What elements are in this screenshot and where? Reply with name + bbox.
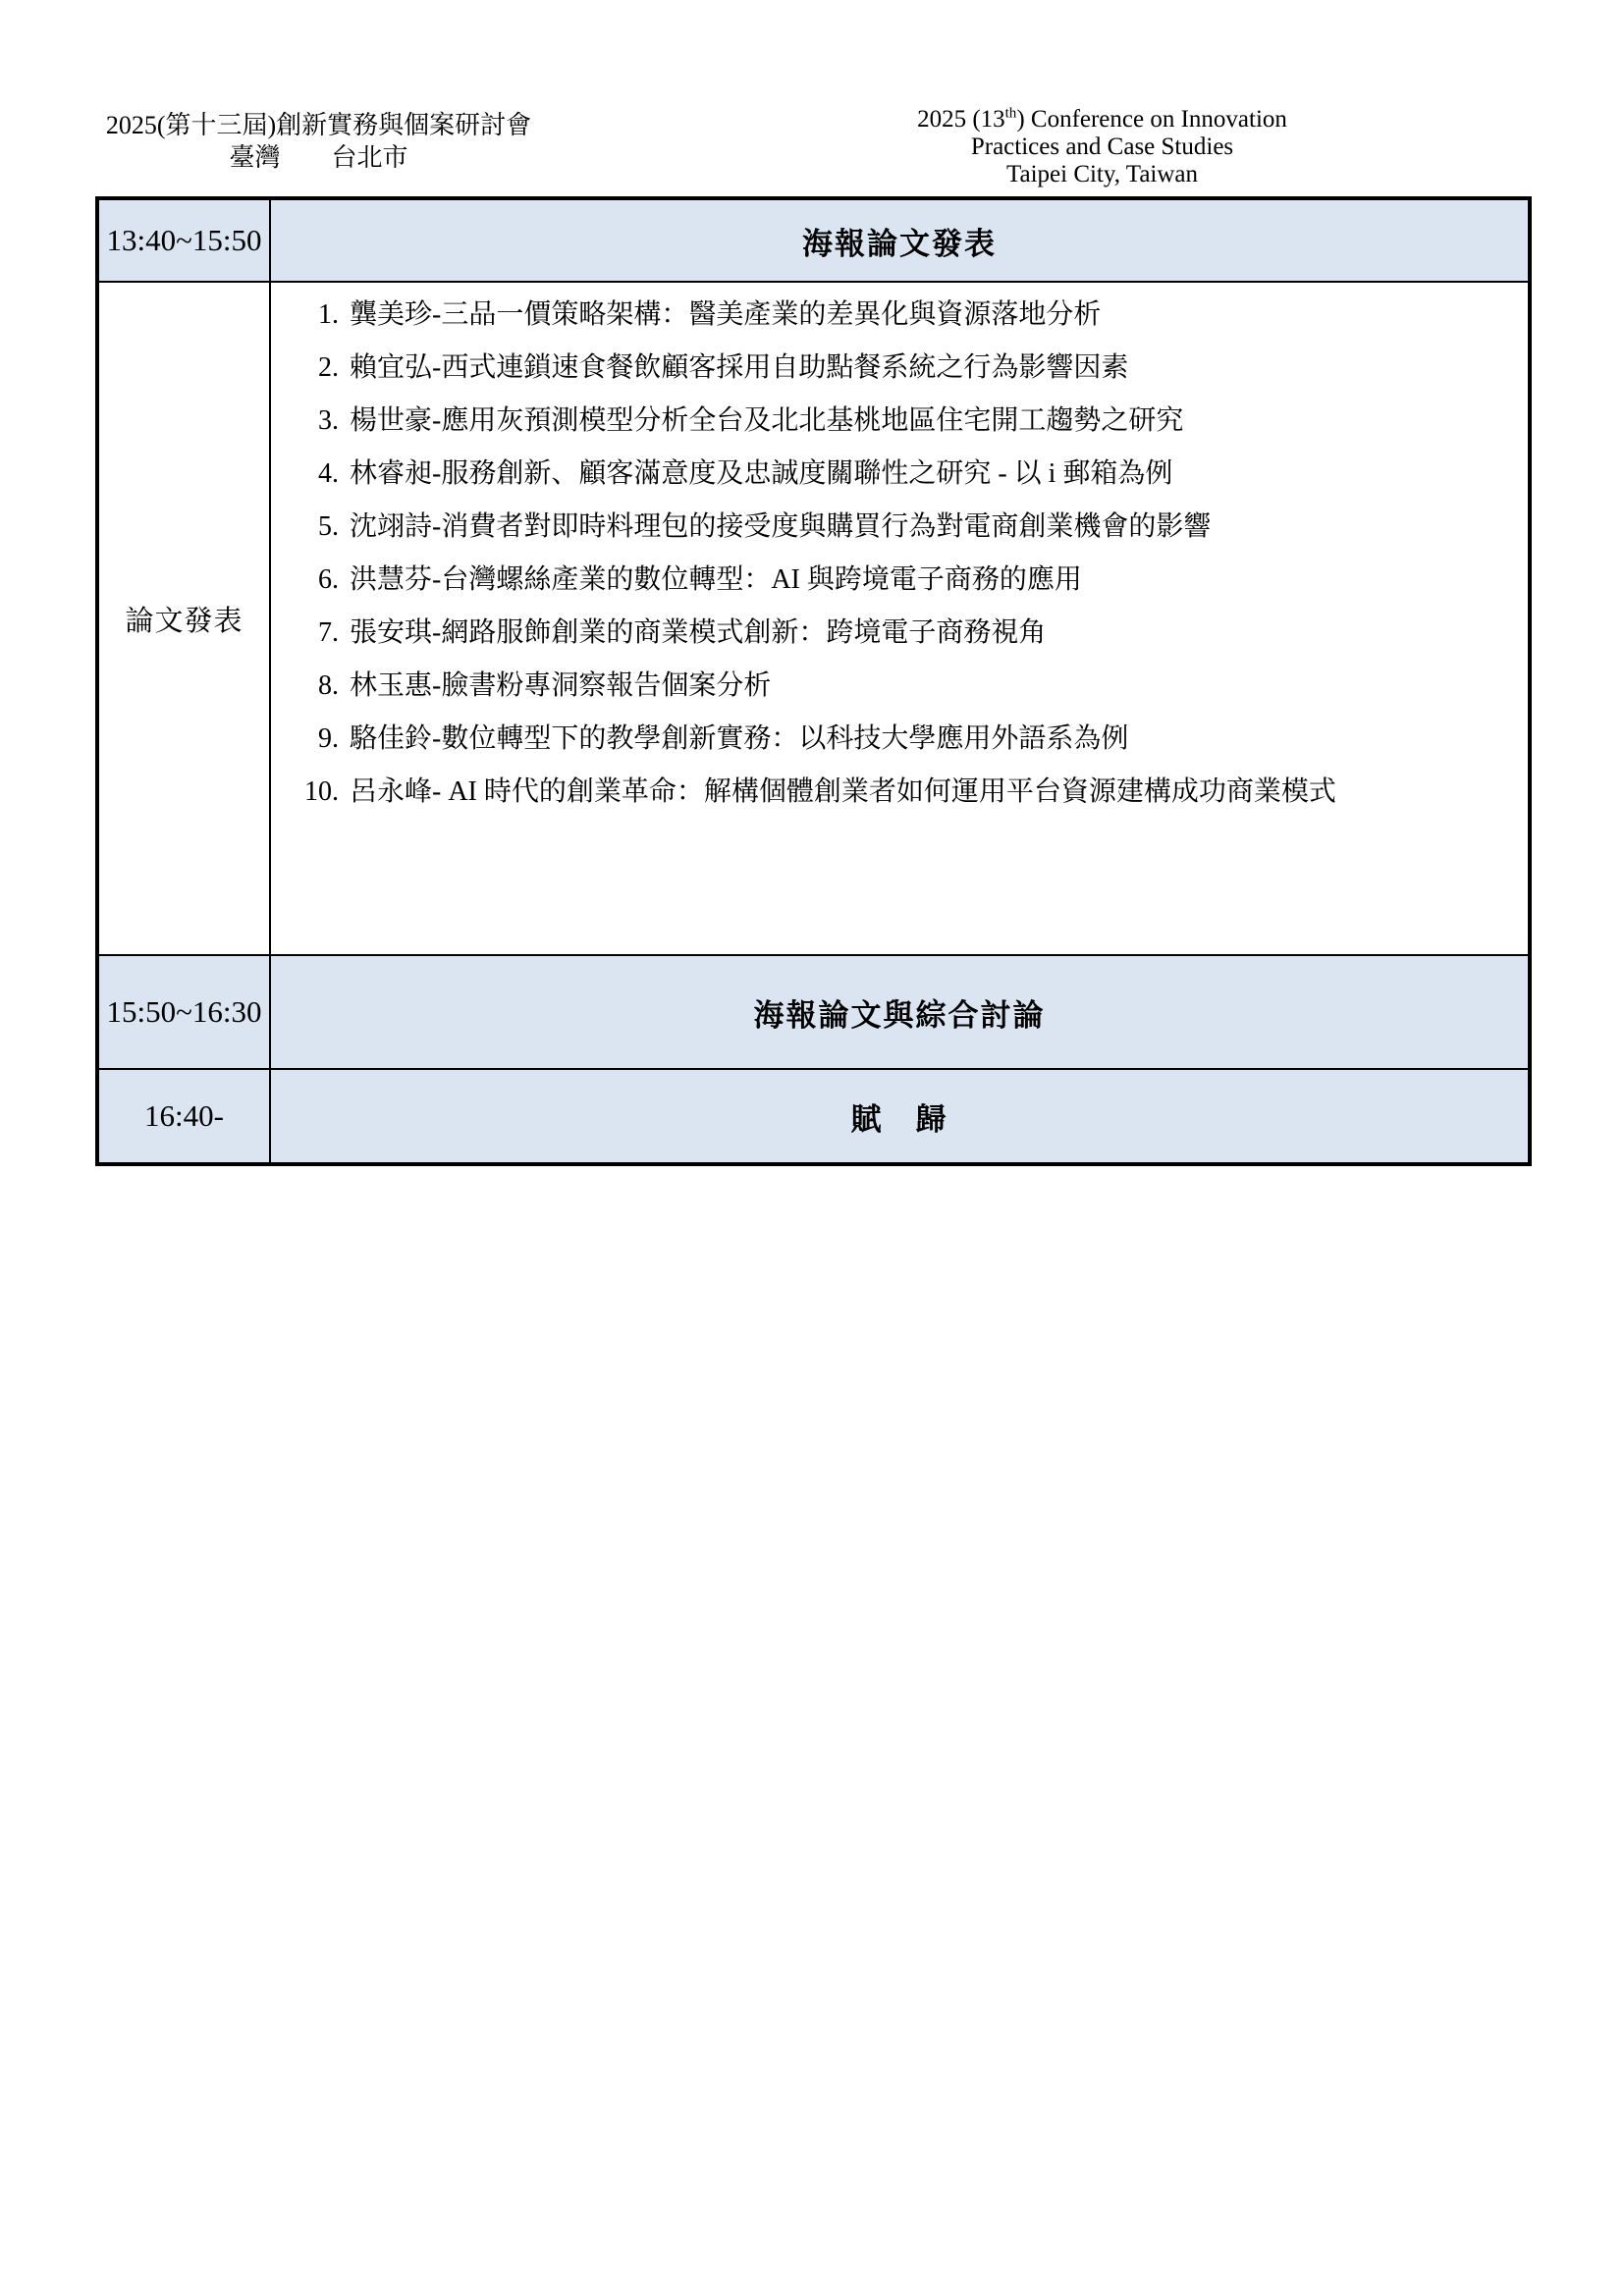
paper-list-item: 4. 林睿昶-服務創新、顧客滿意度及忠誠度關聯性之研究 - 以 i 郵箱為例 (346, 448, 1518, 501)
schedule-table (95, 196, 1532, 1166)
conference-title-english-line1 (854, 106, 1350, 133)
conference-title-english (854, 106, 1350, 188)
presentation-label: 論文發表 (97, 282, 270, 955)
session-row-poster-discussion (97, 955, 1530, 1069)
paper-list-item: 8. 林玉惠-臉書粉專洞察報告個案分析 (346, 660, 1518, 713)
session-title: 海報論文發表 (270, 198, 1530, 282)
paper-presentation-row (97, 282, 1530, 955)
paper-list-item: 5. 沈翊詩-消費者對即時料理包的接受度與購買行為對電商創業機會的影響 (346, 501, 1518, 554)
paper-list-item: 1. 龔美珍-三品一價策略架構：醫美產業的差異化與資源落地分析 (346, 289, 1518, 342)
paper-list-item: 3. 楊世豪-應用灰預測模型分析全台及北北基桃地區住宅開工趨勢之研究 (346, 395, 1518, 448)
conference-location-english: Taipei City, Taiwan (1005, 161, 1199, 187)
paper-list-item: 9. 駱佳鈴-數位轉型下的教學創新實務：以科技大學應用外語系為例 (346, 713, 1518, 766)
ordinal-superscript: th (1004, 105, 1017, 122)
time-cell: 16:40- (97, 1069, 270, 1164)
paper-list (271, 289, 1518, 819)
conference-location-chinese: 臺灣 台北市 (229, 142, 408, 172)
conference-title-english-line2: Practices and Case Studies (970, 133, 1234, 160)
paper-list-item: 6. 洪慧芬-台灣螺絲產業的數位轉型：AI 與跨境電子商務的應用 (346, 554, 1518, 607)
paper-list-item: 10. 呂永峰- AI 時代的創業革命：解構個體創業者如何運用平台資源建構成功商業模式 (346, 766, 1518, 819)
session-row-poster-presentation (97, 198, 1530, 282)
paper-list-cell (270, 282, 1530, 955)
paper-list-item: 7. 張安琪-網路服飾創業的商業模式創新：跨境電子商務視角 (346, 607, 1518, 660)
conference-title-line1: 2025(第十三屆)創新實務與個案研討會 (105, 111, 532, 139)
conference-title-chinese (95, 110, 542, 174)
time-cell: 15:50~16:30 (97, 955, 270, 1069)
paper-list-item: 2. 賴宜弘-西式連鎖速食餐飲顧客採用自助點餐系統之行為影響因素 (346, 342, 1518, 395)
time-cell: 13:40~15:50 (97, 198, 270, 282)
title-en-post: ) Conference on Innovation (1016, 106, 1287, 133)
session-title: 海報論文與綜合討論 (270, 955, 1530, 1069)
session-row-departure (97, 1069, 1530, 1164)
title-en-pre: 2025 (13 (917, 106, 1005, 133)
session-title: 賦 歸 (270, 1069, 1530, 1164)
